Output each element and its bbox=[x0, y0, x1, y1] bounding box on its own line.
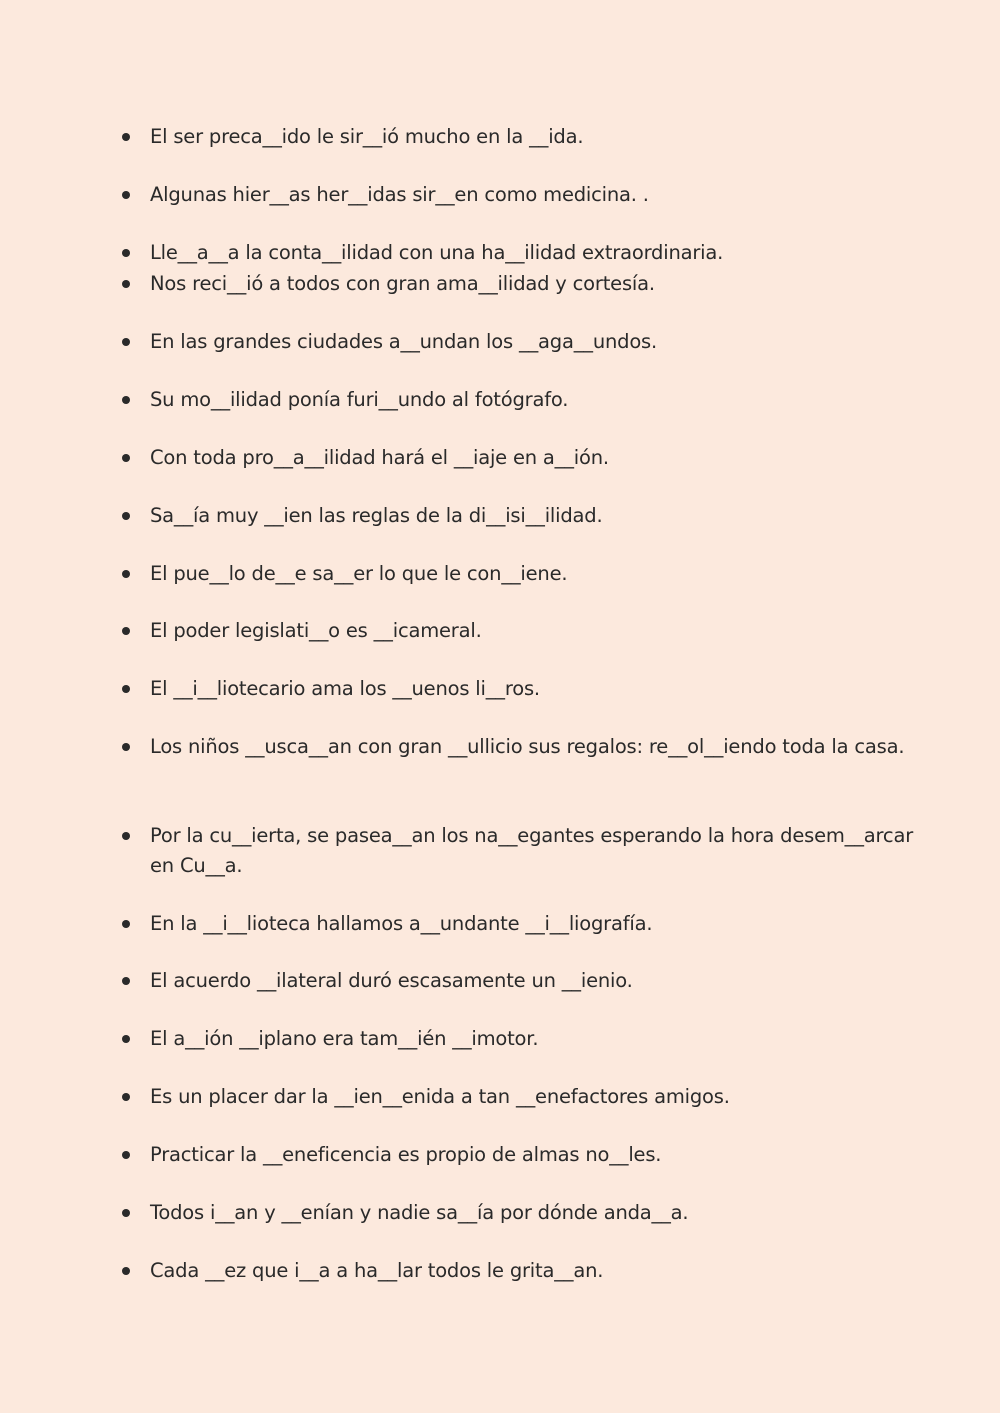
bullet-point bbox=[122, 920, 130, 928]
bullet-point bbox=[122, 338, 130, 346]
sentence-item-20: Cada __ez que i__a a ha__lar todos le grita__an. bbox=[150, 1259, 604, 1282]
bullet-point bbox=[122, 1093, 130, 1101]
sentence-item-13: Por la cu__ierta, se pasea__an los na__egantes esperando la hora desem__arcar en Cu__a. bbox=[150, 824, 914, 877]
sentence-item-15: El acuerdo __ilateral duró escasamente un __ienio. bbox=[150, 969, 633, 992]
sentence-item-6: Su mo__ilidad ponía furi__undo al fotógrafo. bbox=[150, 388, 569, 411]
bullet-point bbox=[122, 685, 130, 693]
bullet-point bbox=[122, 249, 130, 257]
bullet-point bbox=[122, 454, 130, 462]
bullet-point bbox=[122, 280, 130, 288]
sentence-item-19: Todos i__an y __enían y nadie sa__ía por dónde anda__a. bbox=[150, 1201, 689, 1224]
sentence-item-16: El a__ión __iplano era tam__ién __imotor. bbox=[150, 1027, 539, 1050]
bullet-point bbox=[122, 570, 130, 578]
sentence-item-5: En las grandes ciudades a__undan los __aga__undos. bbox=[150, 330, 658, 353]
bullet-point bbox=[122, 1151, 130, 1159]
sentence-item-7: Con toda pro__a__ilidad hará el __iaje en a__ión. bbox=[150, 446, 609, 469]
bullet-point bbox=[122, 133, 130, 141]
bullet-point bbox=[122, 1209, 130, 1217]
sentence-item-8: Sa__ía muy __ien las reglas de la di__isi__ilidad. bbox=[150, 504, 603, 527]
sentence-item-2: Algunas hier__as her__idas sir__en como medicina. . bbox=[150, 183, 649, 206]
bullet-point bbox=[122, 627, 130, 635]
sentence-item-10: El poder legislati__o es __icameral. bbox=[150, 619, 482, 642]
sentence-item-17: Es un placer dar la __ien__enida a tan __enefactores amigos. bbox=[150, 1085, 730, 1108]
bullet-point bbox=[122, 977, 130, 985]
sentence-item-11: El __i__liotecario ama los __uenos li__ros. bbox=[150, 677, 540, 700]
bullet-point bbox=[122, 743, 130, 751]
bullet-point bbox=[122, 1267, 130, 1275]
bullet-point bbox=[122, 396, 130, 404]
bullet-point bbox=[122, 512, 130, 520]
sentence-item-4: Nos reci__ió a todos con gran ama__ilidad y cortesía. bbox=[150, 272, 655, 295]
sentence-item-1: El ser preca__ido le sir__ió mucho en la __ida. bbox=[150, 125, 584, 148]
sentence-item-18: Practicar la __eneficencia es propio de almas no__les. bbox=[150, 1143, 662, 1166]
bullet-point bbox=[122, 1035, 130, 1043]
bullet-point bbox=[122, 191, 130, 199]
bullet-point bbox=[122, 832, 130, 840]
sentence-item-12: Los niños __usca__an con gran __ullicio sus regalos: re__ol__iendo toda la casa. bbox=[150, 735, 905, 758]
sentence-item-3: Lle__a__a la conta__ilidad con una ha__ilidad extraordinaria. bbox=[150, 241, 724, 264]
sentence-item-14: En la __i__lioteca hallamos a__undante __i__liografía. bbox=[150, 912, 653, 935]
sentence-item-9: El pue__lo de__e sa__er lo que le con__iene. bbox=[150, 562, 568, 585]
